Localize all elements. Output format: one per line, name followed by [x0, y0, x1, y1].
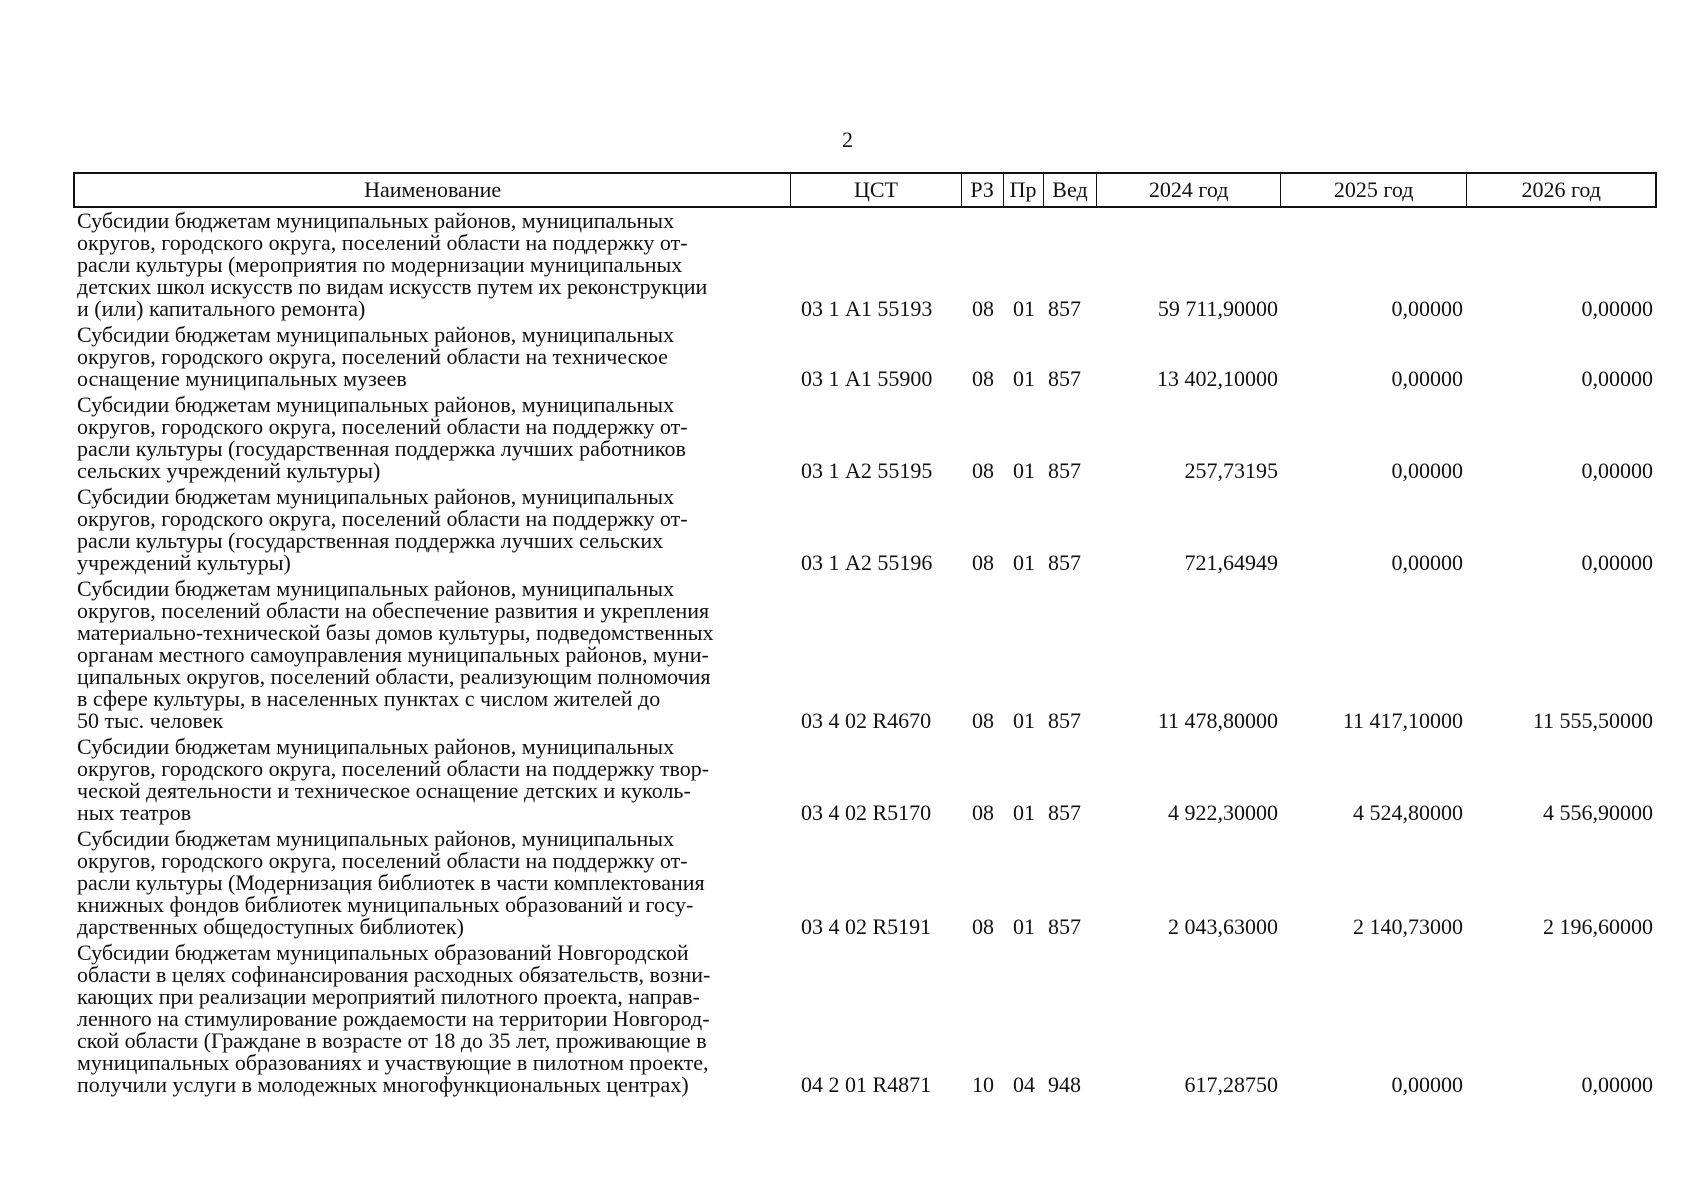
row-2024: 13 402,10000	[1157, 366, 1278, 391]
table-header	[73, 172, 1657, 208]
row-name-line: получили услуги в молодежных многофункциональных центрах)	[77, 1072, 689, 1097]
row-name-line: Субсидии бюджетам муниципальных районов, муниципальных	[77, 484, 675, 509]
header-rz: РЗ	[962, 174, 1004, 206]
row-2026: 0,00000	[1581, 458, 1653, 483]
header-2025: 2025 год	[1281, 174, 1468, 206]
row-name-line: округов, поселений области на обеспечение развития и укрепления	[77, 598, 710, 623]
row-pr: 01	[1013, 458, 1035, 483]
row-name-line: расли культуры (государственная поддержка лучших работников	[77, 436, 686, 461]
row-name-line: Субсидии бюджетам муниципальных районов, муниципальных	[77, 576, 675, 601]
row-rz: 08	[972, 296, 994, 321]
row-2025: 0,00000	[1391, 366, 1463, 391]
row-2025: 0,00000	[1391, 1072, 1463, 1097]
row-2026: 0,00000	[1581, 1072, 1653, 1097]
row-cst: 03 4 02 R4670	[801, 708, 932, 733]
row-name-line: Субсидии бюджетам муниципальных районов, муниципальных	[77, 208, 675, 233]
row-2026: 4 556,90000	[1543, 800, 1653, 825]
row-name-line: Субсидии бюджетам муниципальных районов, муниципальных	[77, 734, 675, 759]
row-name-line: округов, городского округа, поселений области на поддержку твор-	[77, 756, 710, 781]
row-name-line: округов, городского округа, поселений области на поддержку от-	[77, 506, 688, 531]
row-pr: 01	[1013, 366, 1035, 391]
row-name-line: дарственных общедоступных библиотек)	[77, 914, 464, 939]
row-name	[73, 210, 791, 320]
row-name-line: округов, городского округа, поселений области на поддержку от-	[77, 414, 688, 439]
table-row	[73, 324, 1657, 390]
row-name	[73, 394, 791, 482]
row-cst: 03 1 А2 55195	[801, 458, 933, 483]
row-name	[73, 324, 791, 390]
table-row	[73, 736, 1657, 824]
row-ved: 948	[1048, 1072, 1081, 1097]
table-row	[73, 942, 1657, 1096]
header-2024: 2024 год	[1097, 174, 1281, 206]
row-2026: 11 555,50000	[1532, 708, 1653, 733]
row-name-line: материально-технической базы домов культуры, подведомственных	[77, 620, 714, 645]
row-name-line: ципальных округов, поселений области, реализующим полномочия	[77, 664, 711, 689]
row-name-line: в сфере культуры, в населенных пунктах с числом жителей до	[77, 686, 661, 711]
row-2026: 0,00000	[1581, 550, 1653, 575]
row-rz: 08	[972, 914, 994, 939]
table-body	[73, 210, 1657, 1100]
row-name-line: и (или) капитального ремонта)	[77, 296, 366, 321]
row-rz: 08	[972, 366, 994, 391]
row-ved: 857	[1048, 458, 1081, 483]
header-name: Наименование	[75, 174, 791, 206]
row-rz: 08	[972, 800, 994, 825]
row-pr: 01	[1013, 914, 1035, 939]
row-cst: 03 1 А1 55900	[801, 366, 933, 391]
row-name-line: Субсидии бюджетам муниципальных районов, муниципальных	[77, 826, 675, 851]
row-pr: 01	[1013, 296, 1035, 321]
row-name-line: книжных фондов библиотек муниципальных образований и госу-	[77, 892, 694, 917]
row-rz: 08	[972, 708, 994, 733]
row-ved: 857	[1048, 550, 1081, 575]
row-2024: 257,73195	[1184, 458, 1278, 483]
row-name-line: расли культуры (государственная поддержка лучших сельских	[77, 528, 664, 553]
row-pr: 04	[1013, 1072, 1035, 1097]
row-pr: 01	[1013, 708, 1035, 733]
row-pr: 01	[1013, 550, 1035, 575]
row-2025: 11 417,10000	[1342, 708, 1463, 733]
row-cst: 03 4 02 R5170	[801, 800, 932, 825]
table-row	[73, 486, 1657, 574]
row-name-line: округов, городского округа, поселений области на техническое	[77, 344, 668, 369]
row-name-line: расли культуры (Модернизация библиотек в части комплектования	[77, 870, 705, 895]
row-name-line: округов, городского округа, поселений области на поддержку от-	[77, 230, 688, 255]
row-name	[73, 828, 791, 938]
row-name-line: Субсидии бюджетам муниципальных районов, муниципальных	[77, 322, 675, 347]
row-2026: 0,00000	[1581, 366, 1653, 391]
table-row	[73, 394, 1657, 482]
row-2025: 4 524,80000	[1353, 800, 1463, 825]
row-2026: 2 196,60000	[1543, 914, 1653, 939]
header-cst: ЦСТ	[791, 174, 962, 206]
row-ved: 857	[1048, 708, 1081, 733]
row-name-line: области в целях софинансирования расходных обязательств, возни-	[77, 962, 711, 987]
row-2024: 11 478,80000	[1157, 708, 1278, 733]
row-2025: 2 140,73000	[1353, 914, 1463, 939]
row-name-line: ческой деятельности и техническое оснащение детских и куколь-	[77, 778, 691, 803]
row-name-line: муниципальных образованиях и участвующие в пилотном проекте,	[77, 1050, 709, 1075]
row-name-line: кающих при реализации мероприятий пилотного проекта, направ-	[77, 984, 700, 1009]
row-name-line: ных театров	[77, 800, 192, 825]
row-2026: 0,00000	[1581, 296, 1653, 321]
row-name-line: округов, городского округа, поселений области на поддержку от-	[77, 848, 688, 873]
row-name-line: детских школ искусств по видам искусств путем их реконструкции	[77, 274, 708, 299]
row-2025: 0,00000	[1391, 550, 1463, 575]
row-cst: 03 4 02 R5191	[801, 914, 932, 939]
table-row	[73, 578, 1657, 732]
row-ved: 857	[1048, 366, 1081, 391]
row-pr: 01	[1013, 800, 1035, 825]
row-cst: 03 1 А2 55196	[801, 550, 933, 575]
row-name	[73, 578, 791, 732]
row-2024: 4 922,30000	[1168, 800, 1278, 825]
row-rz: 08	[972, 550, 994, 575]
row-ved: 857	[1048, 296, 1081, 321]
row-2024: 59 711,90000	[1157, 296, 1278, 321]
header-pr: Пр	[1004, 174, 1044, 206]
header-2026: 2026 год	[1521, 177, 1601, 202]
page-number: 2	[842, 127, 853, 152]
row-rz: 10	[972, 1072, 994, 1097]
row-name-line: 50 тыс. человек	[77, 708, 224, 733]
table-row	[73, 828, 1657, 938]
row-name-line: ской области (Граждане в возрасте от 18 до 35 лет, проживающие в	[77, 1028, 707, 1053]
row-name-line: учреждений культуры)	[77, 550, 291, 575]
row-name-line: расли культуры (мероприятия по модернизации муниципальных	[77, 252, 683, 277]
row-name-line: Субсидии бюджетам муниципальных образований Новгородской	[77, 940, 689, 965]
row-2025: 0,00000	[1391, 296, 1463, 321]
row-name-line: оснащение муниципальных музеев	[77, 366, 407, 391]
row-2024: 2 043,63000	[1168, 914, 1278, 939]
row-cst: 04 2 01 R4871	[801, 1072, 932, 1097]
row-name	[73, 736, 791, 824]
row-name-line: органам местного самоуправления муниципальных районов, муни-	[77, 642, 709, 667]
row-name	[73, 942, 791, 1096]
row-name	[73, 486, 791, 574]
row-name-line: Субсидии бюджетам муниципальных районов, муниципальных	[77, 392, 675, 417]
table-row	[73, 210, 1657, 320]
row-ved: 857	[1048, 914, 1081, 939]
row-rz: 08	[972, 458, 994, 483]
row-2025: 0,00000	[1391, 458, 1463, 483]
row-name-line: ленного на стимулирование рождаемости на территории Новгород-	[77, 1006, 710, 1031]
row-name-line: сельских учреждений культуры)	[77, 458, 381, 483]
row-cst: 03 1 А1 55193	[801, 296, 933, 321]
row-2024: 617,28750	[1184, 1072, 1278, 1097]
row-2024: 721,64949	[1184, 550, 1278, 575]
header-ved: Вед	[1044, 174, 1098, 206]
row-ved: 857	[1048, 800, 1081, 825]
